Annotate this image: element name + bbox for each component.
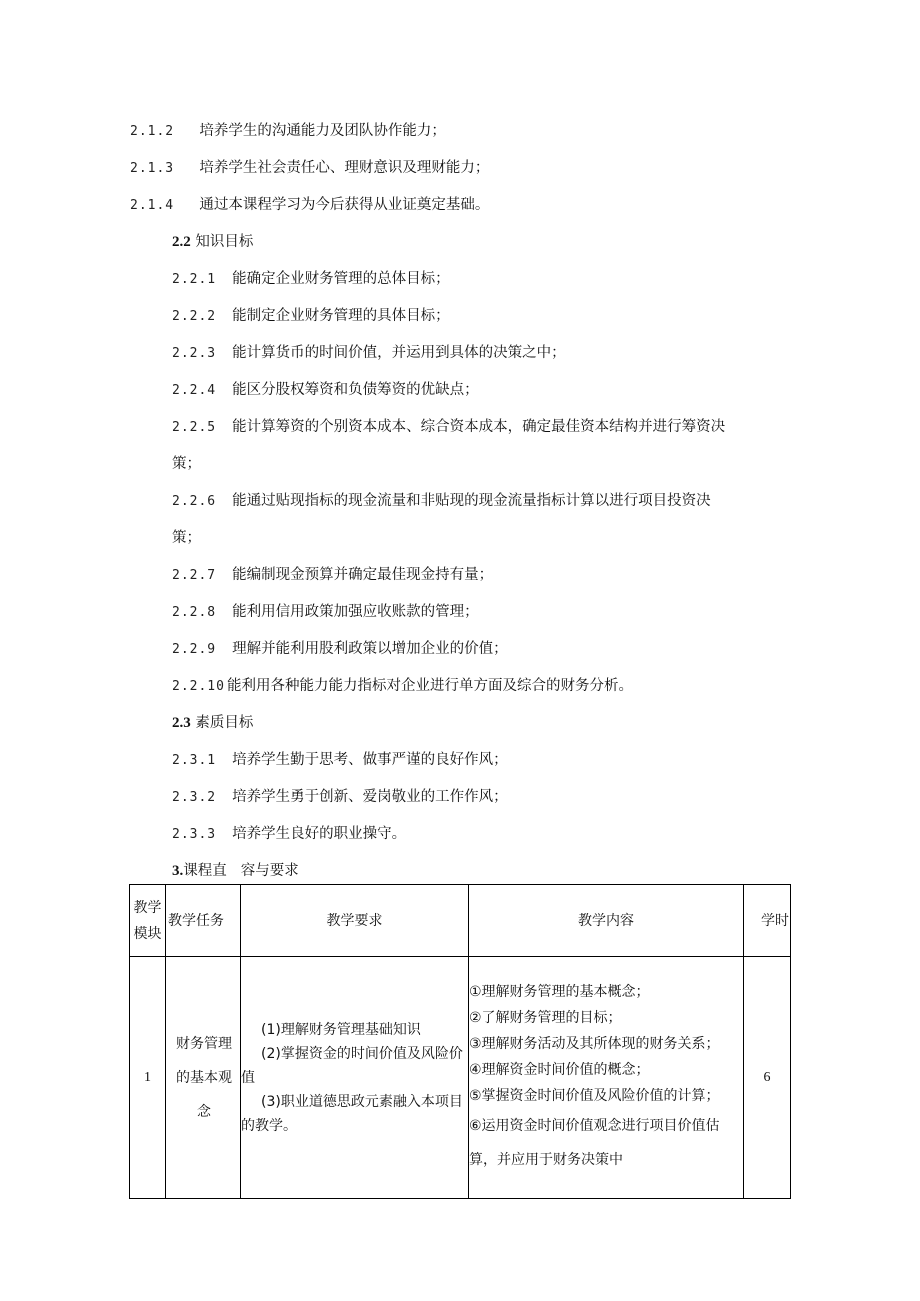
item-number: 2.2.3 [172, 346, 217, 361]
header-module-line-1: 教学 [133, 899, 162, 916]
section-number: 3. [172, 863, 184, 879]
item-number: 2.2.8 [172, 605, 217, 620]
header-requirement: 教学要求 [241, 885, 469, 957]
header-content: 教学内容 [469, 885, 744, 957]
requirement-item: (2)掌握资金的时间价值及风险价值 [241, 1045, 463, 1086]
item-number: 2.3.1 [172, 753, 217, 768]
item-text: 培养学生勇于创新、爱岗敬业的工作作风； [232, 789, 508, 805]
section-heading-2-3 [172, 713, 253, 733]
item-number: 2.2.7 [172, 568, 217, 583]
header-module [130, 885, 166, 957]
knowledge-line-wrap [172, 454, 201, 474]
item-text: 能编制现金预算并确定最佳现金持有量； [232, 567, 494, 583]
item-text: 能计算筹资的个别资本成本、综合资本成本，确定最佳资本结构并进行筹资决 [232, 419, 726, 435]
section-number: 2.3 [172, 715, 191, 731]
item-text: 培养学生良好的职业操守。 [232, 826, 407, 842]
task-line: 的基本观 [176, 1069, 232, 1086]
item-text: 能制定企业财务管理的具体目标； [232, 308, 450, 324]
section-heading-2-2 [172, 232, 253, 252]
item-number: 2.3.2 [172, 790, 217, 805]
item-number: 2.2.1 [172, 272, 217, 287]
section-title-part-b: 容与要求 [240, 863, 299, 879]
item-number: 2.2.6 [172, 494, 217, 509]
content-item: ⑤掌握资金时间价值及风险价值的计算； [469, 1087, 720, 1104]
quality-line [172, 824, 406, 845]
requirement-item: (1)理解财务管理基础知识 [261, 1021, 421, 1038]
item-number: 2.1.4 [130, 198, 175, 213]
item-text: 通过本课程学习为今后获得从业证奠定基础。 [199, 197, 490, 213]
knowledge-line [172, 602, 479, 623]
table-header-row [130, 885, 791, 957]
requirement-item: (3)职业道德思政元素融入本项目的教学。 [241, 1093, 463, 1134]
item-text: 培养学生社会责任心、理财意识及理财能力； [199, 160, 490, 176]
table-row [130, 957, 791, 1199]
content-item: ⑥运用资金时间价值观念进行项目价值估算，并应用于财务决策中 [469, 1117, 720, 1168]
content-item: ①理解财务管理的基本概念； [469, 983, 650, 1000]
knowledge-line [172, 676, 633, 697]
item-number: 2.1.2 [130, 124, 175, 139]
objective-line-2-1-3 [130, 158, 489, 179]
item-text: 能利用各种能力能力指标对企业进行单方面及综合的财务分析。 [226, 678, 633, 694]
knowledge-line [172, 565, 493, 586]
content-item: ④理解资金时间价值的概念； [469, 1061, 650, 1078]
content-item: ②了解财务管理的目标； [469, 1009, 622, 1026]
knowledge-line [172, 380, 479, 401]
knowledge-line [172, 639, 508, 660]
item-text: 策； [172, 456, 201, 472]
module-number: 1 [130, 957, 166, 1199]
item-number: 2.1.3 [130, 161, 175, 176]
item-text: 能利用信用政策加强应收账款的管理； [232, 604, 479, 620]
task-line: 财务管理 [176, 1035, 232, 1052]
item-number: 2.2.5 [172, 420, 217, 435]
section-title: 素质目标 [195, 715, 254, 731]
item-text: 能区分股权筹资和负债筹资的优缺点； [232, 382, 479, 398]
knowledge-line [172, 269, 450, 290]
hours-cell: 6 [744, 957, 791, 1199]
item-text: 理解并能利用股利政策以增加企业的价值； [232, 641, 508, 657]
item-text: 培养学生勤于思考、做事严谨的良好作风； [232, 752, 508, 768]
section-title: 知识目标 [195, 234, 254, 250]
header-module-line-2: 模块 [133, 925, 162, 942]
item-number: 2.2.9 [172, 642, 217, 657]
item-number: 2.2.4 [172, 383, 217, 398]
quality-line [172, 787, 508, 808]
content-cell [469, 957, 744, 1199]
content-item: ③理解财务活动及其所体现的财务关系； [469, 1035, 720, 1052]
course-content-table [129, 884, 791, 1199]
knowledge-line-wrap [172, 528, 201, 548]
requirement-cell [241, 957, 469, 1199]
section-heading-3 [172, 861, 299, 881]
item-text: 能确定企业财务管理的总体目标； [232, 271, 450, 287]
item-text: 能通过贴现指标的现金流量和非贴现的现金流量指标计算以进行项目投资决 [232, 493, 711, 509]
header-task: 教学任务 [166, 885, 241, 957]
objective-line-2-1-2 [130, 121, 446, 142]
item-text: 策； [172, 530, 201, 546]
section-title-part-a: 课程直 [183, 863, 227, 879]
item-number: 2.3.3 [172, 827, 217, 842]
item-number: 2.2.10 [172, 679, 225, 694]
item-text: 培养学生的沟通能力及团队协作能力； [199, 123, 446, 139]
knowledge-line [172, 306, 450, 327]
header-hours: 学时 [744, 885, 791, 957]
knowledge-line [172, 343, 566, 364]
knowledge-line [172, 417, 725, 438]
item-number: 2.2.2 [172, 309, 217, 324]
knowledge-line [172, 491, 711, 512]
task-cell [166, 957, 241, 1199]
objective-line-2-1-4 [130, 195, 489, 216]
task-line: 念 [197, 1103, 211, 1120]
section-number: 2.2 [172, 234, 191, 250]
quality-line [172, 750, 508, 771]
item-text: 能计算货币的时间价值，并运用到具体的决策之中； [232, 345, 566, 361]
